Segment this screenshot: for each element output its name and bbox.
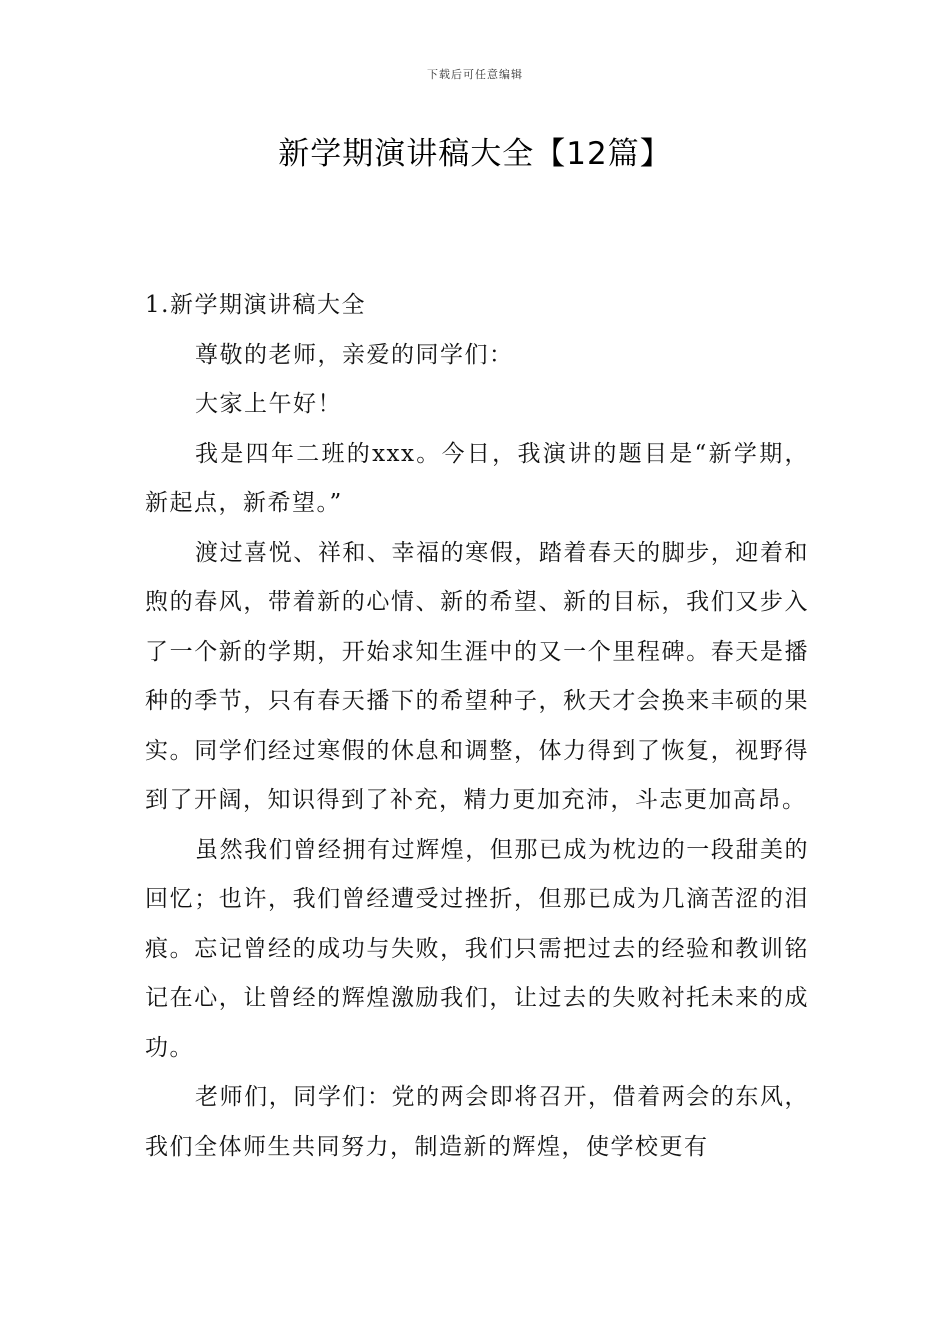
body-paragraph: 老师们，同学们：党的两会即将召开，借着两会的东风，我们全体师生共同努力，制造新的辉煌，使学校更有 (145, 1084, 809, 1160)
intro-paragraph: 我是四年二班的xxx。今日，我演讲的题目是“新学期，新起点，新希望。” (145, 440, 809, 516)
greeting-paragraph: 大家上午好！ (195, 391, 342, 417)
body-paragraph: 虽然我们曾经拥有过辉煌，但那已成为枕边的一段甜美的回忆；也许，我们曾经遭受过挫折，但那已成为几滴苦涩的泪痕。忘记曾经的成功与失败，我们只需把过去的经验和教训铭记在心，让曾经的辉煌激励我们，让过去的失败衬托未来的成功。 (145, 836, 809, 1061)
header-note: 下载后可任意编辑 (427, 68, 523, 81)
salutation-paragraph: 尊敬的老师，亲爱的同学们： (195, 341, 514, 368)
body-paragraph: 渡过喜悦、祥和、幸福的寒假，踏着春天的脚步，迎着和煦的春风，带着新的心情、新的希望、新的目标，我们又步入了一个新的学期，开始求知生涯中的又一个里程碑。春天是播种的季节，只有春天播下的希望种子，秋天才会换来丰硕的果实。同学们经过寒假的休息和调整，体力得到了恢复，视野得到了开阔，知识得到了补充，精力更加充沛，斗志更加高昂。 (145, 539, 809, 813)
section-heading: 1.新学期演讲稿大全 (145, 292, 366, 318)
document-title: 新学期演讲稿大全【12篇】 (278, 136, 672, 172)
document-body (145, 281, 809, 1172)
